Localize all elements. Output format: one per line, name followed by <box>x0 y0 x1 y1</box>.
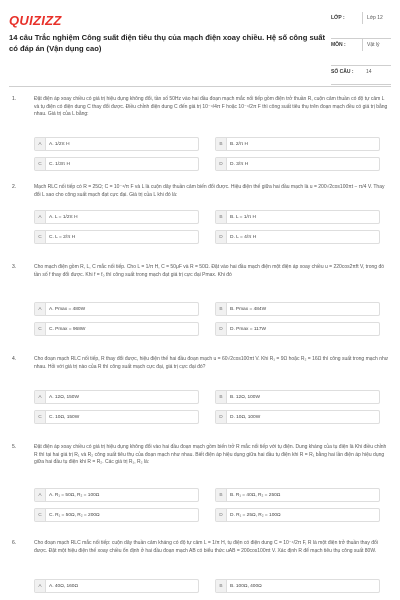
answer-option-a[interactable] <box>34 302 199 316</box>
answer-option-b[interactable] <box>215 579 380 593</box>
meta-row-subject <box>331 39 391 66</box>
answer-option-a[interactable] <box>34 137 199 151</box>
answer-text: D. R₁ = 25Ω, R₂ = 100Ω <box>230 512 281 518</box>
answer-letter: D <box>216 158 227 170</box>
question-text: Cho đoạn mạch RLC mắc nối tiếp: cuộn dây thuần cảm kháng có độ tự cảm L = 1/π H, tụ điện có điện dung C = 10⁻⁴/2π F, R là một điện trở thuần thay đổi được. Đặt một hiệu điện thế xoay chiều ổn định ở hai đầu đoạn mạch AB có biểu thức uAB = 200cos100πt V. Xác định R để mạch tiêu thụ công suất 80W. <box>34 540 378 554</box>
answer-letter: C <box>35 158 46 170</box>
answer-option-b[interactable] <box>215 302 380 316</box>
answer-option-d[interactable] <box>215 322 380 336</box>
question-text: Cho đoạn mạch RLC nối tiếp, R thay đổi được, hiệu điện thế hai đầu đoạn mạch u = 60√2cos100πt V. Khi R₁ = 9Ω hoặc R₂ = 16Ω thì công suất trong mạch như nhau. Hỏi với giá trị nào của R thì công suất mạch cực đại, giá trị cực đại đó? <box>34 356 389 370</box>
answer-text: B. R₁ = 40Ω, R₂ = 250Ω <box>230 492 281 498</box>
question-count-label: SỐ CÂU : <box>331 69 354 75</box>
meta-row-count <box>331 66 391 85</box>
question-number: 5. <box>12 444 17 450</box>
answer-letter: B <box>216 303 227 315</box>
answer-option-c[interactable] <box>34 157 199 171</box>
answer-option-c[interactable] <box>34 410 199 424</box>
subject-label: MÔN : <box>331 42 346 48</box>
class-value: Lớp 12 <box>362 12 391 24</box>
answer-option-c[interactable] <box>34 230 199 244</box>
answer-option-c[interactable] <box>34 322 199 336</box>
answer-text: B. 2/π H <box>230 141 248 147</box>
question-number: 2. <box>12 184 17 190</box>
answer-text: C. L = 2/π H <box>49 234 76 240</box>
answer-letter: C <box>35 231 46 243</box>
answer-text: A. L = 1/2π H <box>49 214 78 220</box>
answer-letter: D <box>216 509 227 521</box>
answer-option-b[interactable] <box>215 210 380 224</box>
subject-value: Vật lý <box>362 39 391 51</box>
answer-letter: B <box>216 391 227 403</box>
answer-text: D. L = 4/π H <box>230 234 257 240</box>
answer-text: D. Pmax = 117W <box>230 326 267 332</box>
answer-letter: C <box>35 411 46 423</box>
answer-option-b[interactable] <box>215 488 380 502</box>
question-text: Đặt điện áp xoay chiều có giá trị hiệu dụng không đổi, tần số 50Hz vào hai đầu đoạn mạch mắc nối tiếp gồm điện trở thuần R, cuộn cảm thuần có độ tự cảm L và tụ điện có điện dung C thay đổi được. Điều chỉnh điện dung C đến giá trị 10⁻⁴/4π F hoặc 10⁻⁴/2π F thì công suất tiêu thụ trên đoạn mạch đều có giá trị bằng nhau. Giá trị của L bằng: <box>34 96 388 118</box>
answer-letter: A <box>35 580 46 592</box>
answer-option-c[interactable] <box>34 508 199 522</box>
answer-option-d[interactable] <box>215 508 380 522</box>
header-divider <box>9 86 391 87</box>
question-number: 3. <box>12 264 17 270</box>
answer-text: A. 12Ω, 150W <box>49 394 79 400</box>
answer-letter: B <box>216 138 227 150</box>
question-number: 6. <box>12 540 17 546</box>
question-text: Cho mạch điện gồm R, L, C mắc nối tiếp. Cho L = 1/π H, C = 50μF và R = 50Ω. Đặt vào hai đầu mạch điện một điện áp xoay chiều u = 220cos2πft V, trong đó tần số f thay đổi được. Khi f = f₀ thì công suất trong mạch đạt giá trị cực đại Pmax. Khi đó <box>34 264 385 278</box>
answer-option-d[interactable] <box>215 410 380 424</box>
answer-letter: B <box>216 580 227 592</box>
answer-option-a[interactable] <box>34 390 199 404</box>
answer-letter: A <box>35 391 46 403</box>
answer-text: C. 1/3π H <box>49 161 70 167</box>
answer-text: B. Pmax = 484W <box>230 306 267 312</box>
meta-table <box>331 12 391 85</box>
question-count-value: 14 <box>366 69 372 75</box>
document-title: 14 câu Trắc nghiệm Công suất điện tiêu thụ của mạch điện xoay chiều. Hệ số công suất có đáp án (Vận dụng cao) <box>9 33 326 53</box>
answer-letter: A <box>35 138 46 150</box>
answer-letter: A <box>35 211 46 223</box>
answer-text: A. 40Ω, 160Ω <box>49 583 79 589</box>
answer-option-a[interactable] <box>34 210 199 224</box>
answer-option-a[interactable] <box>34 579 199 593</box>
answer-option-d[interactable] <box>215 230 380 244</box>
answer-letter: C <box>35 323 46 335</box>
answer-text: B. L = 1/π H <box>230 214 256 220</box>
answer-text: C. 10Ω, 150W <box>49 414 80 420</box>
answer-text: D. 10Ω, 100W <box>230 414 261 420</box>
answer-letter: B <box>216 489 227 501</box>
answer-option-d[interactable] <box>215 157 380 171</box>
answer-text: D. 3/π H <box>230 161 249 167</box>
question-text: Đặt điện áp xoay chiều có giá trị hiệu dụng không đổi vào hai đầu đoạn mạch gồm biến trở R mắc nối tiếp với tụ điện. Dung kháng của tụ điện là Khi điều chỉnh R thì tại hai giá trị R₁ và R₂ công suất tiêu thụ của đoạn mạch như nhau. Biết điện áp hiệu dụng giữa hai đầu tụ điện khi R = R₁ bằng hai lần điện áp hiệu dụng giữa hai đầu tụ điện khi R = R₂. Các giá trị R₁, R₂ là: <box>34 444 387 466</box>
answer-letter: C <box>35 509 46 521</box>
answer-text: C. R₁ = 50Ω, R₂ = 200Ω <box>49 512 100 518</box>
answer-letter: D <box>216 231 227 243</box>
answer-text: A. Pmax = 480W <box>49 306 86 312</box>
answer-option-a[interactable] <box>34 488 199 502</box>
answer-option-b[interactable] <box>215 137 380 151</box>
answer-text: A. 1/2π H <box>49 141 70 147</box>
answer-option-b[interactable] <box>215 390 380 404</box>
class-label: LỚP : <box>331 15 345 21</box>
answer-letter: D <box>216 323 227 335</box>
answer-letter: B <box>216 211 227 223</box>
answer-letter: A <box>35 303 46 315</box>
answer-letter: D <box>216 411 227 423</box>
answer-letter: A <box>35 489 46 501</box>
answer-text: A. R₁ = 50Ω, R₂ = 100Ω <box>49 492 100 498</box>
answer-text: C. Pmax = 968W <box>49 326 86 332</box>
question-number: 4. <box>12 356 17 362</box>
question-number: 1. <box>12 96 17 102</box>
answer-text: B. 100Ω, 400Ω <box>230 583 262 589</box>
answer-text: B. 12Ω, 100W <box>230 394 260 400</box>
question-text: Mạch RLC nối tiếp có R = 25Ω; C = 10⁻⁴/π F và L là cuộn dây thuần cảm biến đổi được. Hiệu điện thế giữa hai đầu mạch là u = 200√2cos100πt − π/4 V. Thay đổi L sao cho công suất mạch đạt cực đại. Giá trị của L khi đó là: <box>34 184 385 198</box>
quizizz-logo: QUIZIZZ <box>9 13 62 28</box>
meta-row-class <box>331 12 391 39</box>
